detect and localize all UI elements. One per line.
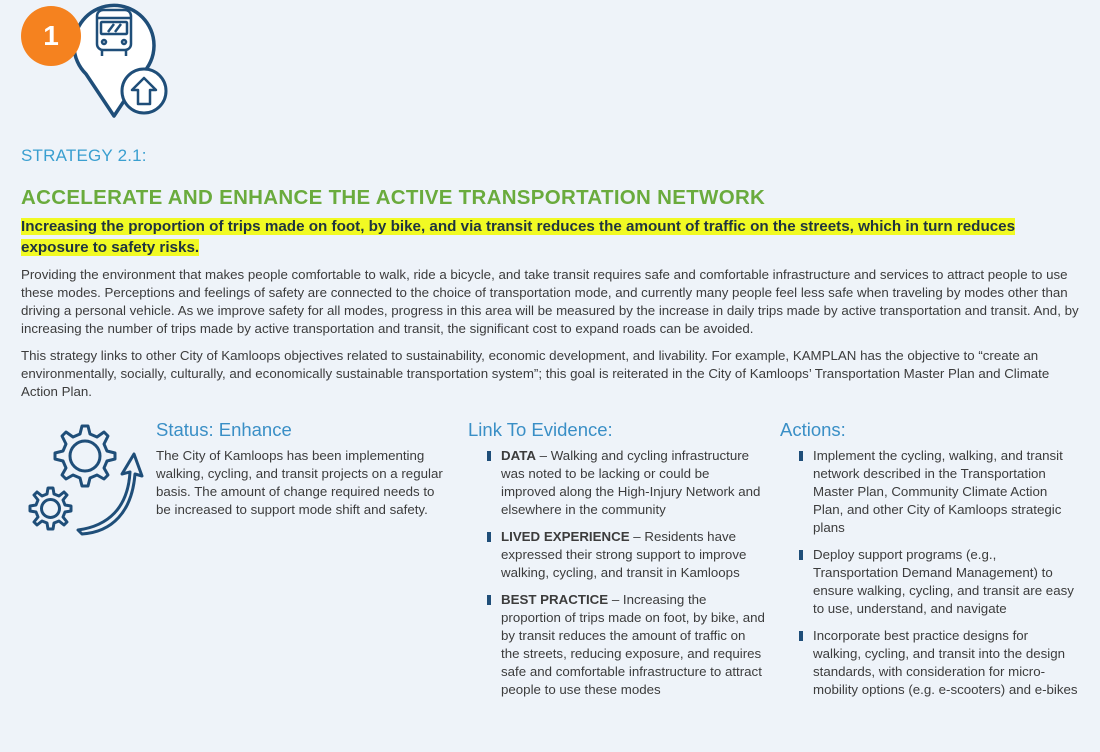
status-title: Status: Enhance — [156, 419, 292, 440]
evidence-text: – Residents have expressed their strong support to improve walking, cycling, and transit in Kamloops — [501, 529, 747, 580]
evidence-item-best-practice — [487, 591, 765, 699]
evidence-item-lived-experience — [487, 528, 765, 582]
action-text: Deploy support programs (e.g., Transportation Demand Management) to ensure walking, cycling, and transit are easy to use, understand, and navigate — [813, 547, 1074, 616]
gears-arrow-icon — [20, 420, 144, 536]
status-text: The City of Kamloops has been implementing walking, cycling, and transit projects on a regular basis. The amount of change required needs to be increased to support mode shift and safety. — [156, 448, 443, 517]
actions-list — [799, 447, 1079, 708]
evidence-title: Link To Evidence: — [468, 419, 613, 440]
evidence-text: – Walking and cycling infrastructure was noted to be lacking or could be improved along the High-Injury Network and elsewhere in the community — [501, 448, 761, 517]
evidence-list — [487, 447, 765, 708]
intro-paragraph: Providing the environment that makes people comfortable to walk, ride a bicycle, and take transit requires safe and comfortable infrastructure and services to attract people to use these modes. Perceptions and feelings of safety are connected to the choice of transportation mode, and currently many people feel less safe when traveling by modes other than driving a personal vehicle. As we improve safety for all modes, progress in this area will be measured by the increase in daily trips made by active transportation and transit. And, by increasing the number of trips made by active transportation and transit, the significant cost to expand roads can be avoided. — [21, 267, 1079, 336]
strategy-number-badge: 1 — [21, 6, 81, 66]
evidence-item-data — [487, 447, 765, 519]
bullet-marker — [487, 595, 491, 605]
bullet-marker — [487, 451, 491, 461]
bullet-marker — [799, 451, 803, 461]
action-text: Incorporate best practice designs for walking, cycling, and transit into the design standards, with consideration for micro-mobility options (e.g. e-scooters) and e-bikes — [813, 628, 1078, 697]
evidence-label: DATA — [501, 448, 536, 463]
action-item — [799, 627, 1079, 699]
evidence-text: – Increasing the proportion of trips made on foot, by bike, and by transit reduces the amount of traffic on the streets, reducing exposure, and requires safe and comfortable infrastructure to attract people to use these modes — [501, 592, 765, 697]
links-paragraph: This strategy links to other City of Kamloops objectives related to sustainability, economic development, and livability. For example, KAMPLAN has the objective to “create an environmentally, socially, culturally, and economically sustainable transportation system”; this goal is reiterated in the City of Kamloops’ Transportation Master Plan and Climate Action Plan. — [21, 348, 1050, 399]
bullet-marker — [487, 532, 491, 542]
actions-title: Actions: — [780, 419, 846, 440]
action-item — [799, 447, 1079, 537]
strategy-title: ACCELERATE AND ENHANCE THE ACTIVE TRANSPORTATION NETWORK — [21, 186, 766, 209]
bus-icon — [97, 10, 131, 56]
strategy-label: STRATEGY 2.1: — [21, 146, 147, 165]
bullet-marker — [799, 631, 803, 641]
lead-highlight: Increasing the proportion of trips made on foot, by bike, and via transit reduces the amount of traffic on the streets, which in turn reduces exposure to safety risks. — [21, 218, 1016, 256]
action-text: Implement the cycling, walking, and transit network described in the Transportation Master Plan, Community Climate Action Plan, and other City of Kamloops strategic plans — [813, 448, 1063, 535]
action-item — [799, 546, 1079, 618]
evidence-label: LIVED EXPERIENCE — [501, 529, 630, 544]
bullet-marker — [799, 550, 803, 560]
lead-statement — [21, 216, 1071, 258]
evidence-label: BEST PRACTICE — [501, 592, 609, 607]
